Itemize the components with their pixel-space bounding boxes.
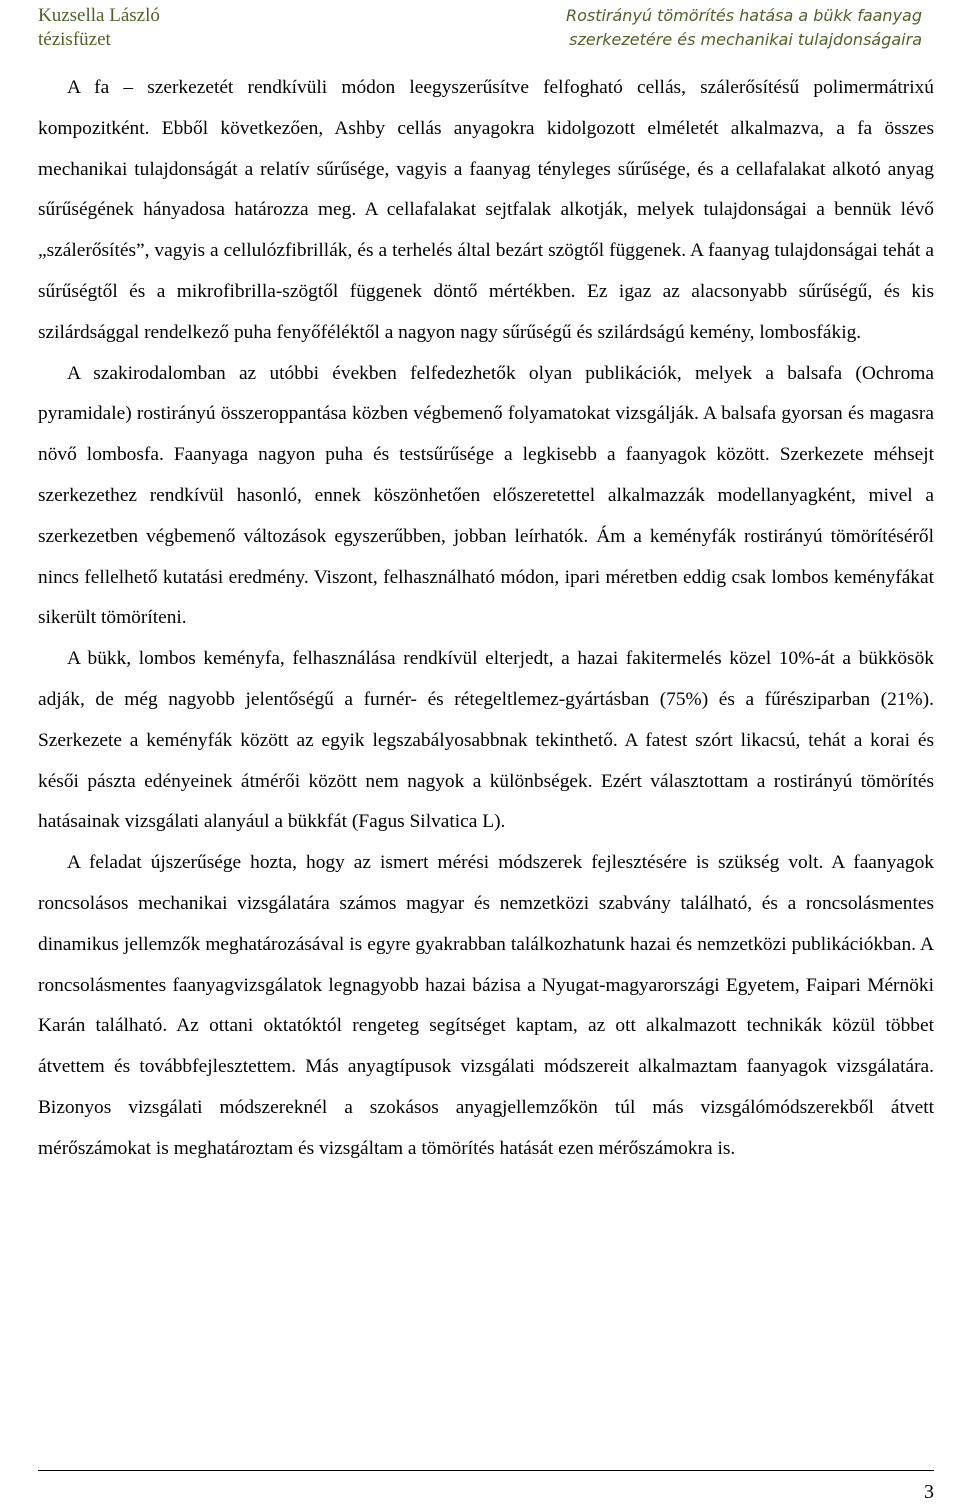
header-title-line-2: szerkezetére és mechanikai tulajdonságaira	[569, 30, 922, 49]
paragraph: A feladat újszerűsége hozta, hogy az ismert mérési módszerek fejlesztésére is szükség volt. A faanyagok roncsolásos mechanikai vizsgálatára számos magyar és nemzetközi szabvány található, és a roncsolásmentes dinamikus jellemzők meghatározásával is egyre gyakrabban találkozhatunk hazai és nemzetközi publikációkban. A roncsolásmentes faanyagvizsgálatok legnagyobb hazai bázisa a Nyugat-magyarországi Egyetem, Faipari Mérnöki Karán található. Az ottani oktatóktól rengeteg segítséget kaptam, az ott alkalmazott technikák közül többet átvettem és továbbfejlesztettem. Más anyagtípusok vizsgálati módszereit alkalmaztam faanyagok vizsgálatára. Bizonyos vizsgálati módszereknél a szokásos anyagjellemzőkön túl más vizsgálómódszerekből átvett mérőszámokat is meghatároztam és vizsgáltam a tömörítés hatását ezen mérőszámokra is.	[38, 852, 934, 1159]
header-author	[38, 4, 160, 52]
paragraph: A bükk, lombos keményfa, felhasználása rendkívül elterjedt, a hazai fakitermelés közel 10%-át a bükkösök adják, de még nagyobb jelentőségű a furnér- és rétegeltlemez-gyártásban (75%) és a fűrésziparban (21%). Szerkezete a keményfák között az egyik legszabályosabbnak tekinthető. A fatest szórt likacsú, tehát a korai és késői pászta edényeinek átmérői között nem nagyok a különbségek. Ezért választottam a rostirányú tömörítés hatásainak vizsgálati alanyául a bükkfát (Fagus Silvatica L).	[38, 648, 934, 833]
header-document-type: tézisfüzet	[38, 29, 111, 50]
page-header	[38, 4, 922, 62]
page-number: 3	[924, 1481, 934, 1503]
paragraph: A fa – szerkezetét rendkívüli módon leegyszerűsítve felfogható cellás, szálerősítésű polimermátrixú kompozitként. Ebből következően, Ashby cellás anyagokra kidolgozott elméletét alkalmazva, a fa összes mechanikai tulajdonságát a relatív sűrűsége, vagyis a faanyag tényleges sűrűsége, és a cellafalakat alkotó anyag sűrűségének hányadosa határozza meg. A cellafalakat sejtfalak alkotják, melyek tulajdonságai a bennük lévő „szálerősítés”, vagyis a cellulózfibrillák, és a terhelés által bezárt szögtől függenek. A faanyag tulajdonságai tehát a sűrűségtől és a mikrofibrilla-szögtől függenek döntő mértékben. Ez igaz az alacsonyabb sűrűségű, és kis szilárdsággal rendelkező puha fenyőféléktől a nagyon nagy sűrűségű és szilárdságú kemény, lombosfákig.	[38, 77, 934, 343]
header-author-name: Kuzsella László	[38, 5, 160, 26]
paragraph: A szakirodalomban az utóbbi években felfedezhetők olyan publikációk, melyek a balsafa (Ochroma pyramidale) rostirányú összeroppantása közben végbemenő folyamatokat vizsgálják. A balsafa gyorsan és magasra növő lombosfa. Faanyaga nagyon puha és testsűrűsége a legkisebb a faanyagok között. Szerkezete méhsejt szerkezethez rendkívül hasonló, ennek köszönhetően előszeretettel alkalmazzák modellanyagként, mivel a szerkezetben végbemenő változások egyszerűbben, jobban leírhatók. Ám a keményfák rostirányú tömörítéséről nincs fellelhető kutatási eredmény. Viszont, felhasználható módon, ipari méretben eddig csak lombos keményfákat sikerült tömöríteni.	[38, 362, 934, 629]
body-text	[38, 68, 934, 1170]
header-title	[566, 4, 922, 52]
header-title-line-1: Rostirányú tömörítés hatása a bükk faanyag	[565, 6, 922, 25]
page-footer	[38, 1470, 934, 1504]
footer-rule	[38, 1470, 934, 1471]
